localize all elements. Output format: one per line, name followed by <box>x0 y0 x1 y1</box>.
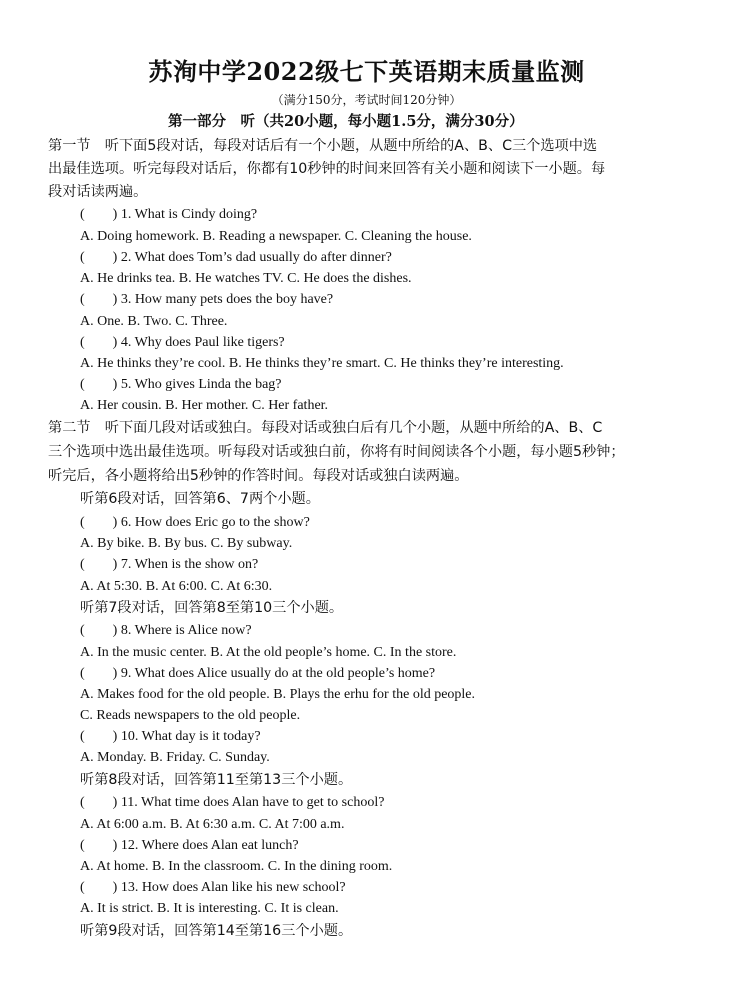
page-title: 苏洵中学2022级七下英语期末质量监测 <box>148 57 585 86</box>
question-text: ( ) 13. How does Alan like his new school? <box>80 880 346 895</box>
question-text: ( ) 11. What time does Alan have to get to school? <box>80 795 385 810</box>
question-options: A. Makes food for the old people. B. Plays the erhu for the old people. <box>80 687 476 702</box>
question-options: A. At 5:30. B. At 6:00. C. At 6:30. <box>80 579 273 594</box>
section2-intro-line: 听完后，各小题将给出5秒钟的作答时间。每段对话或独白读两遍。 <box>48 468 469 484</box>
question-text: ( ) 8. Where is Alice now? <box>80 623 252 638</box>
question-options: A. It is strict. B. It is interesting. C. It is clean. <box>80 901 339 916</box>
question-text: ( ) 10. What day is it today? <box>80 729 261 744</box>
question-text: ( ) 4. Why does Paul like tigers? <box>80 335 285 350</box>
section2-intro-line: 三个选项中选出最佳选项。听每段对话或独白前，你将有时间阅读各个小题，每小题5秒钟； <box>48 444 625 460</box>
group-header: 听第6段对话，回答第6、7两个小题。 <box>80 491 320 507</box>
question-options: A. By bike. B. By bus. C. By subway. <box>80 536 293 551</box>
section1-intro-line: 出最佳选项。听完每段对话后，你都有10秒钟的时间来回答有关小题和阅读下一小题。每 <box>48 161 606 177</box>
question-options: A. He drinks tea. B. He watches TV. C. He does the dishes. <box>80 271 412 286</box>
section2-intro-line: 第二节 听下面几段对话或独白。每段对话或独白后有几个小题，从题中所给的A、B、C <box>48 420 603 436</box>
question-text: ( ) 1. What is Cindy doing? <box>80 207 258 222</box>
exam-subtitle: （满分150分，考试时间120分钟） <box>271 93 462 107</box>
section1-intro-line: 段对话读两遍。 <box>48 184 148 200</box>
question-options: A. Doing homework. B. Reading a newspaper. C. Cleaning the house. <box>80 229 472 244</box>
question-options: A. He thinks they’re cool. B. He thinks they’re smart. C. He thinks they’re interesting. <box>80 356 564 371</box>
question-text: ( ) 3. How many pets does the boy have? <box>80 292 334 307</box>
group-header: 听第7段对话，回答第8至第10三个小题。 <box>80 600 344 616</box>
question-options: A. One. B. Two. C. Three. <box>80 314 228 329</box>
question-options: A. Monday. B. Friday. C. Sunday. <box>80 750 270 765</box>
question-options: A. In the music center. B. At the old people’s home. C. In the store. <box>80 645 457 660</box>
group-header: 听第9段对话，回答第14至第16三个小题。 <box>80 923 353 939</box>
question-options: A. At 6:00 a.m. B. At 6:30 a.m. C. At 7:00 a.m. <box>80 817 345 832</box>
question-text: ( ) 6. How does Eric go to the show? <box>80 515 310 530</box>
question-text: ( ) 5. Who gives Linda the bag? <box>80 377 282 392</box>
question-text: ( ) 9. What does Alice usually do at the old people’s home? <box>80 666 436 681</box>
section1-intro-line: 第一节 听下面5段对话，每段对话后有一个小题，从题中所给的A、B、C三个选项中选 <box>48 138 598 154</box>
question-options: A. Her cousin. B. Her mother. C. Her father. <box>80 398 329 413</box>
question-options: A. At home. B. In the classroom. C. In the dining room. <box>80 859 393 874</box>
group-header: 听第8段对话，回答第11至第13三个小题。 <box>80 772 353 788</box>
question-text: ( ) 2. What does Tom’s dad usually do after dinner? <box>80 250 392 265</box>
part-heading: 第一部分 听（共20小题，每小题1.5分，满分30分） <box>168 113 524 130</box>
question-options: C. Reads newspapers to the old people. <box>80 708 301 723</box>
question-text: ( ) 12. Where does Alan eat lunch? <box>80 838 299 853</box>
question-text: ( ) 7. When is the show on? <box>80 557 259 572</box>
